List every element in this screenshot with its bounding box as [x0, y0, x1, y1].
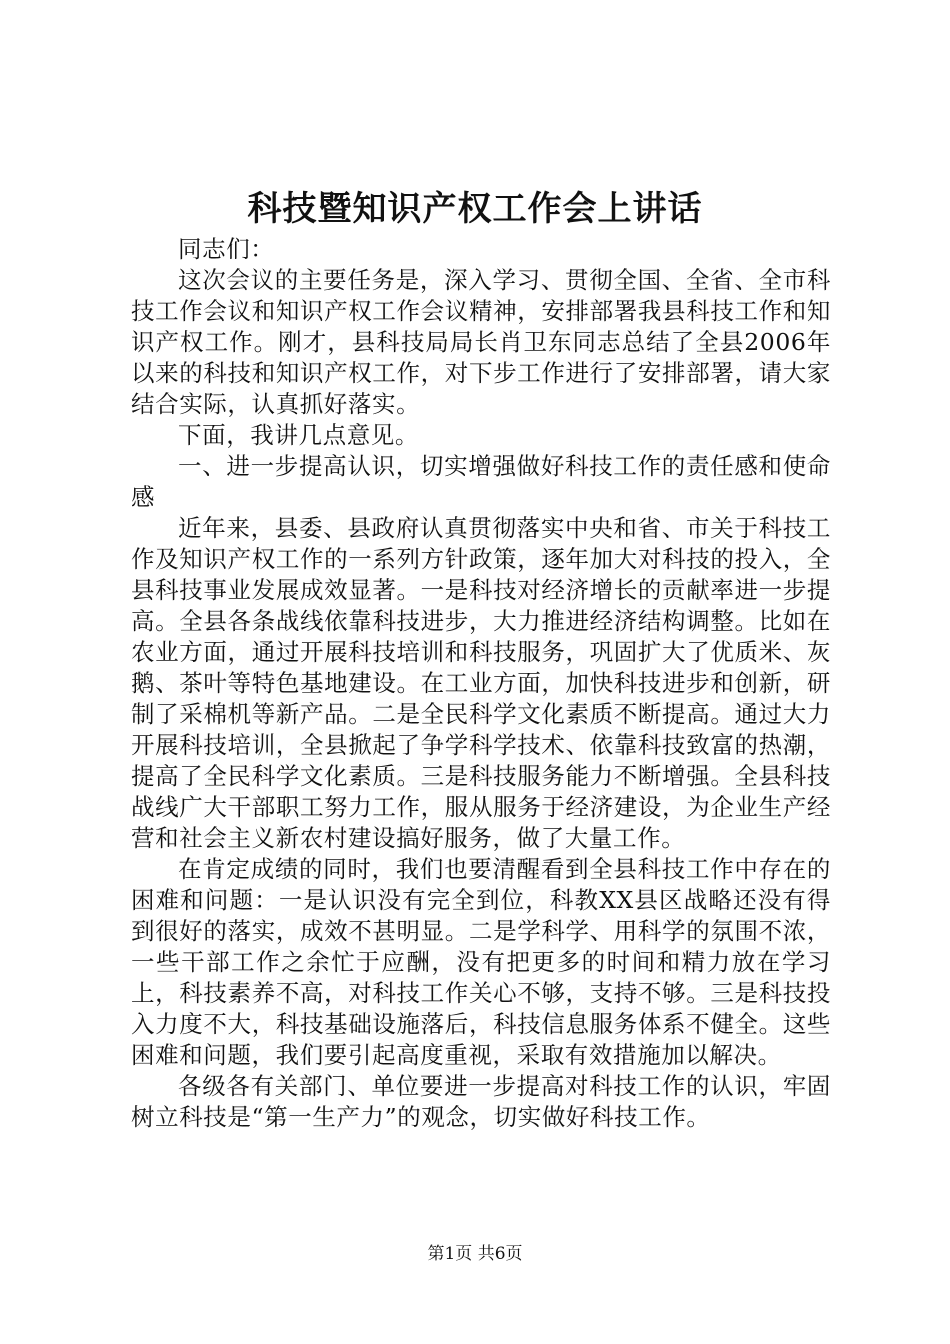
paragraph-achievements: 近年来，县委、县政府认真贯彻落实中央和省、市关于科技工作及知识产权工作的一系列方针政策，逐年加大对科技的投入，全县科技事业发展成效显著。一是科技对经济增长的贡献率进一步提高。全县各条战线依靠科技进步，大力推进经济结构调整。比如在农业方面，通过开展科技培训和科技服务，巩固扩大了优质米、灰鹅、茶叶等特色基地建设。在工业方面，加快科技进步和创新，研制了采棉机等新产品。二是全民科学文化素质不断提高。通过大力开展科技培训，全县掀起了争学科学技术、依靠科技致富的热潮，提高了全民科学文化素质。三是科技服务能力不断增强。全县科技战线广大干部职工努力工作，服从服务于经济建设，为企业生产经营和社会主义新农村建设搞好服务，做了大量工作。 [131, 514, 831, 852]
paragraph-transition: 下面，我讲几点意见。 [178, 421, 419, 449]
paragraph-problems: 在肯定成绩的同时，我们也要清醒看到全县科技工作中存在的困难和问题：一是认识没有完全到位，科教XX县区战略还没有得到很好的落实，成效不甚明显。二是学科学、用科学的氛围不浓，一些干部工作之余忙于应酬，没有把更多的时间和精力放在学习上，科技素养不高，对科技工作关心不够，支持不够。三是科技投入力度不大，科技基础设施落后，科技信息服务体系不健全。这些困难和问题，我们要引起高度重视，采取有效措施加以解决。 [131, 855, 831, 1069]
document-title: 科技暨知识产权工作会上讲话 [247, 189, 703, 229]
paragraph-salutation: 同志们： [178, 235, 275, 263]
page-number-footer: 第1页 共6页 [427, 1244, 523, 1264]
paragraph-intro: 这次会议的主要任务是，深入学习、贯彻全国、全省、全市科技工作会议和知识产权工作会议精神，安排部署我县科技工作和知识产权工作。刚才，县科技局局长肖卫东同志总结了全县2006年以来的科技和知识产权工作，对下步工作进行了安排部署，请大家结合实际，认真抓好落实。 [131, 266, 831, 418]
section-heading-1: 一、进一步提高认识，切实增强做好科技工作的责任感和使命感 [131, 452, 831, 511]
paragraph-call-to-action: 各级各有关部门、单位要进一步提高对科技工作的认识，牢固树立科技是“第一生产力”的观念，切实做好科技工作。 [131, 1072, 831, 1131]
document-body [131, 234, 831, 1133]
